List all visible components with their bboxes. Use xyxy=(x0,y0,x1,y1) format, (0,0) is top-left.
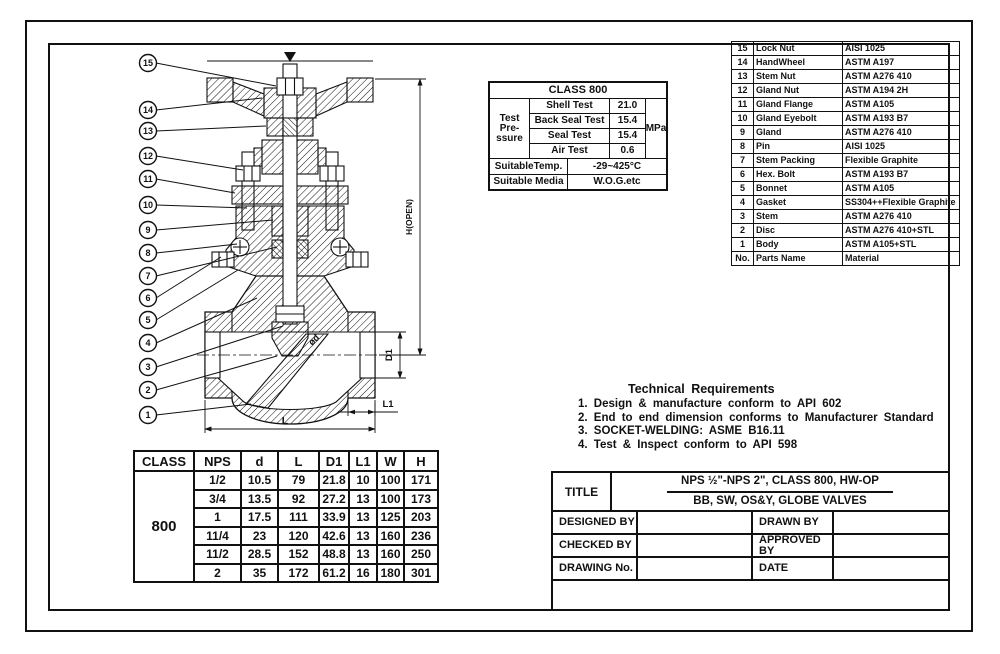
stem-top-reference xyxy=(207,52,373,62)
approved-by-value xyxy=(834,535,948,556)
test-name: Air Test xyxy=(530,144,610,159)
dim-label-od: ød xyxy=(306,332,322,348)
test-value: 0.6 xyxy=(610,144,646,159)
title-block-row xyxy=(553,558,948,581)
requirement-item: 1. Design & manufacture conform to API 602 xyxy=(578,397,842,410)
parts-row: 10 Gland Eyebolt ASTM A193 B7 xyxy=(732,112,960,126)
parts-row: 15 Lock Nut AISI 1025 xyxy=(732,42,960,56)
dims-row: 2 35 172 61.2 16 180 301 xyxy=(134,564,438,583)
technical-requirements-title: Technical Requirements xyxy=(628,382,775,396)
test-value: 15.4 xyxy=(610,129,646,144)
title-block-row xyxy=(553,535,948,558)
parts-row: 13 Stem Nut ASTM A276 410 xyxy=(732,70,960,84)
balloon-label: 12 xyxy=(142,151,154,161)
drawn-by-label: DRAWN BY xyxy=(753,512,834,533)
parts-row: 5 Bonnet ASTM A105 xyxy=(732,182,960,196)
checked-by-value xyxy=(638,535,753,556)
parts-header-row: No. Parts Name Material xyxy=(732,252,960,266)
drawn-by-value xyxy=(834,512,948,533)
suitable-temp-value: -29~425°C xyxy=(568,159,666,175)
dim-label-d1: D1 xyxy=(384,348,395,362)
requirement-item: 4. Test & Inspect conform to API 598 xyxy=(578,439,798,452)
parts-row: 4 Gasket SS304++Flexible Graphite xyxy=(732,196,960,210)
dims-row: 11/4 23 120 42.6 13 160 236 xyxy=(134,527,438,546)
parts-row: 3 Stem ASTM A276 410 xyxy=(732,210,960,224)
checked-by-label: CHECKED BY xyxy=(553,535,638,556)
drawing-no-label: DRAWING No. xyxy=(553,558,638,579)
parts-row: 9 Gland ASTM A276 410 xyxy=(732,126,960,140)
dim-label-l: L xyxy=(281,415,289,427)
requirement-item: 2. End to end dimension conforms to Manufacturer Standard xyxy=(578,411,934,424)
balloon-label: 13 xyxy=(142,126,154,136)
dimensions-table xyxy=(133,450,439,583)
balloon-label: 15 xyxy=(142,58,154,68)
requirement-item: 3. SOCKET-WELDING: ASME B16.11 xyxy=(578,425,785,438)
title-block-row xyxy=(553,512,948,535)
dims-row: 1 17.5 111 33.9 13 125 203 xyxy=(134,508,438,527)
parts-list-table xyxy=(731,41,960,266)
valve-cross-section-drawing xyxy=(50,38,470,450)
dim-label-h-open: H(OPEN) xyxy=(404,199,414,235)
parts-row: 14 HandWheel ASTM A197 xyxy=(732,56,960,70)
designed-by-value xyxy=(638,512,753,533)
test-unit: MPa xyxy=(646,99,666,159)
balloon-label: 6 xyxy=(145,293,151,303)
dims-row: 3/4 13.5 92 27.2 13 100 173 xyxy=(134,490,438,509)
balloon-label: 4 xyxy=(145,338,151,348)
suitable-media-label: Suitable Media xyxy=(490,175,568,189)
lock-nut xyxy=(277,78,303,95)
test-pressure-table xyxy=(488,81,668,191)
parts-row: 8 Pin AISI 1025 xyxy=(732,140,960,154)
balloon-label: 2 xyxy=(145,385,151,395)
parts-row: 2 Disc ASTM A276 410+STL xyxy=(732,224,960,238)
date-label: DATE xyxy=(753,558,834,579)
date-value xyxy=(834,558,948,579)
suitable-temp-label: SuitableTemp. xyxy=(490,159,568,175)
test-name: Shell Test xyxy=(530,99,610,114)
drawing-title-line1: NPS ½"-NPS 2", CLASS 800, HW-OP xyxy=(667,476,893,493)
dims-row: 800 1/2 10.5 79 21.8 10 100 171 xyxy=(134,471,438,490)
dims-header-row: CLASS NPS d L D1 L1 W H xyxy=(134,451,438,471)
parts-row: 1 Body ASTM A105+STL xyxy=(732,238,960,252)
parts-row: 11 Gland Flange ASTM A105 xyxy=(732,98,960,112)
test-pressure-side-label: Test Pre- ssure xyxy=(490,99,530,159)
balloon-label: 1 xyxy=(145,410,151,420)
designed-by-label: DESIGNED BY xyxy=(553,512,638,533)
dims-row: 11/2 28.5 152 48.8 13 160 250 xyxy=(134,545,438,564)
parts-row: 12 Gland Nut ASTM A194 2H xyxy=(732,84,960,98)
parts-row: 7 Stem Packing Flexible Graphite xyxy=(732,154,960,168)
disc xyxy=(272,306,308,356)
balloon-label: 11 xyxy=(143,174,153,184)
drawing-no-value xyxy=(638,558,753,579)
balloon-label: 8 xyxy=(145,248,151,258)
dimension-h-open xyxy=(375,79,426,355)
balloon-label: 10 xyxy=(142,200,154,210)
balloon-label: 3 xyxy=(145,362,151,372)
balloon-label: 5 xyxy=(145,315,151,325)
test-table-title: CLASS 800 xyxy=(490,83,666,99)
balloon-label: 14 xyxy=(142,105,154,115)
title-row xyxy=(553,473,948,512)
suitable-media-value: W.O.G.etc xyxy=(593,176,641,187)
approved-by-label: APPROVED BY xyxy=(753,535,834,556)
parts-row: 6 Hex. Bolt ASTM A193 B7 xyxy=(732,168,960,182)
title-label: TITLE xyxy=(553,473,612,510)
test-value: 21.0 xyxy=(610,99,646,114)
title-block xyxy=(551,471,950,611)
technical-requirements xyxy=(578,383,958,453)
drawing-title xyxy=(612,473,948,510)
test-name: Seal Test xyxy=(530,129,610,144)
class-value: 800 xyxy=(134,471,194,582)
dim-label-l1: L1 xyxy=(382,399,394,410)
drawing-title-line2: BB, SW, OS&Y, GLOBE VALVES xyxy=(693,494,867,507)
stem xyxy=(283,64,297,324)
balloon-label: 9 xyxy=(145,225,151,235)
balloon-label: 7 xyxy=(145,271,151,281)
test-name: Back Seal Test xyxy=(530,114,610,129)
test-value: 15.4 xyxy=(610,114,646,129)
